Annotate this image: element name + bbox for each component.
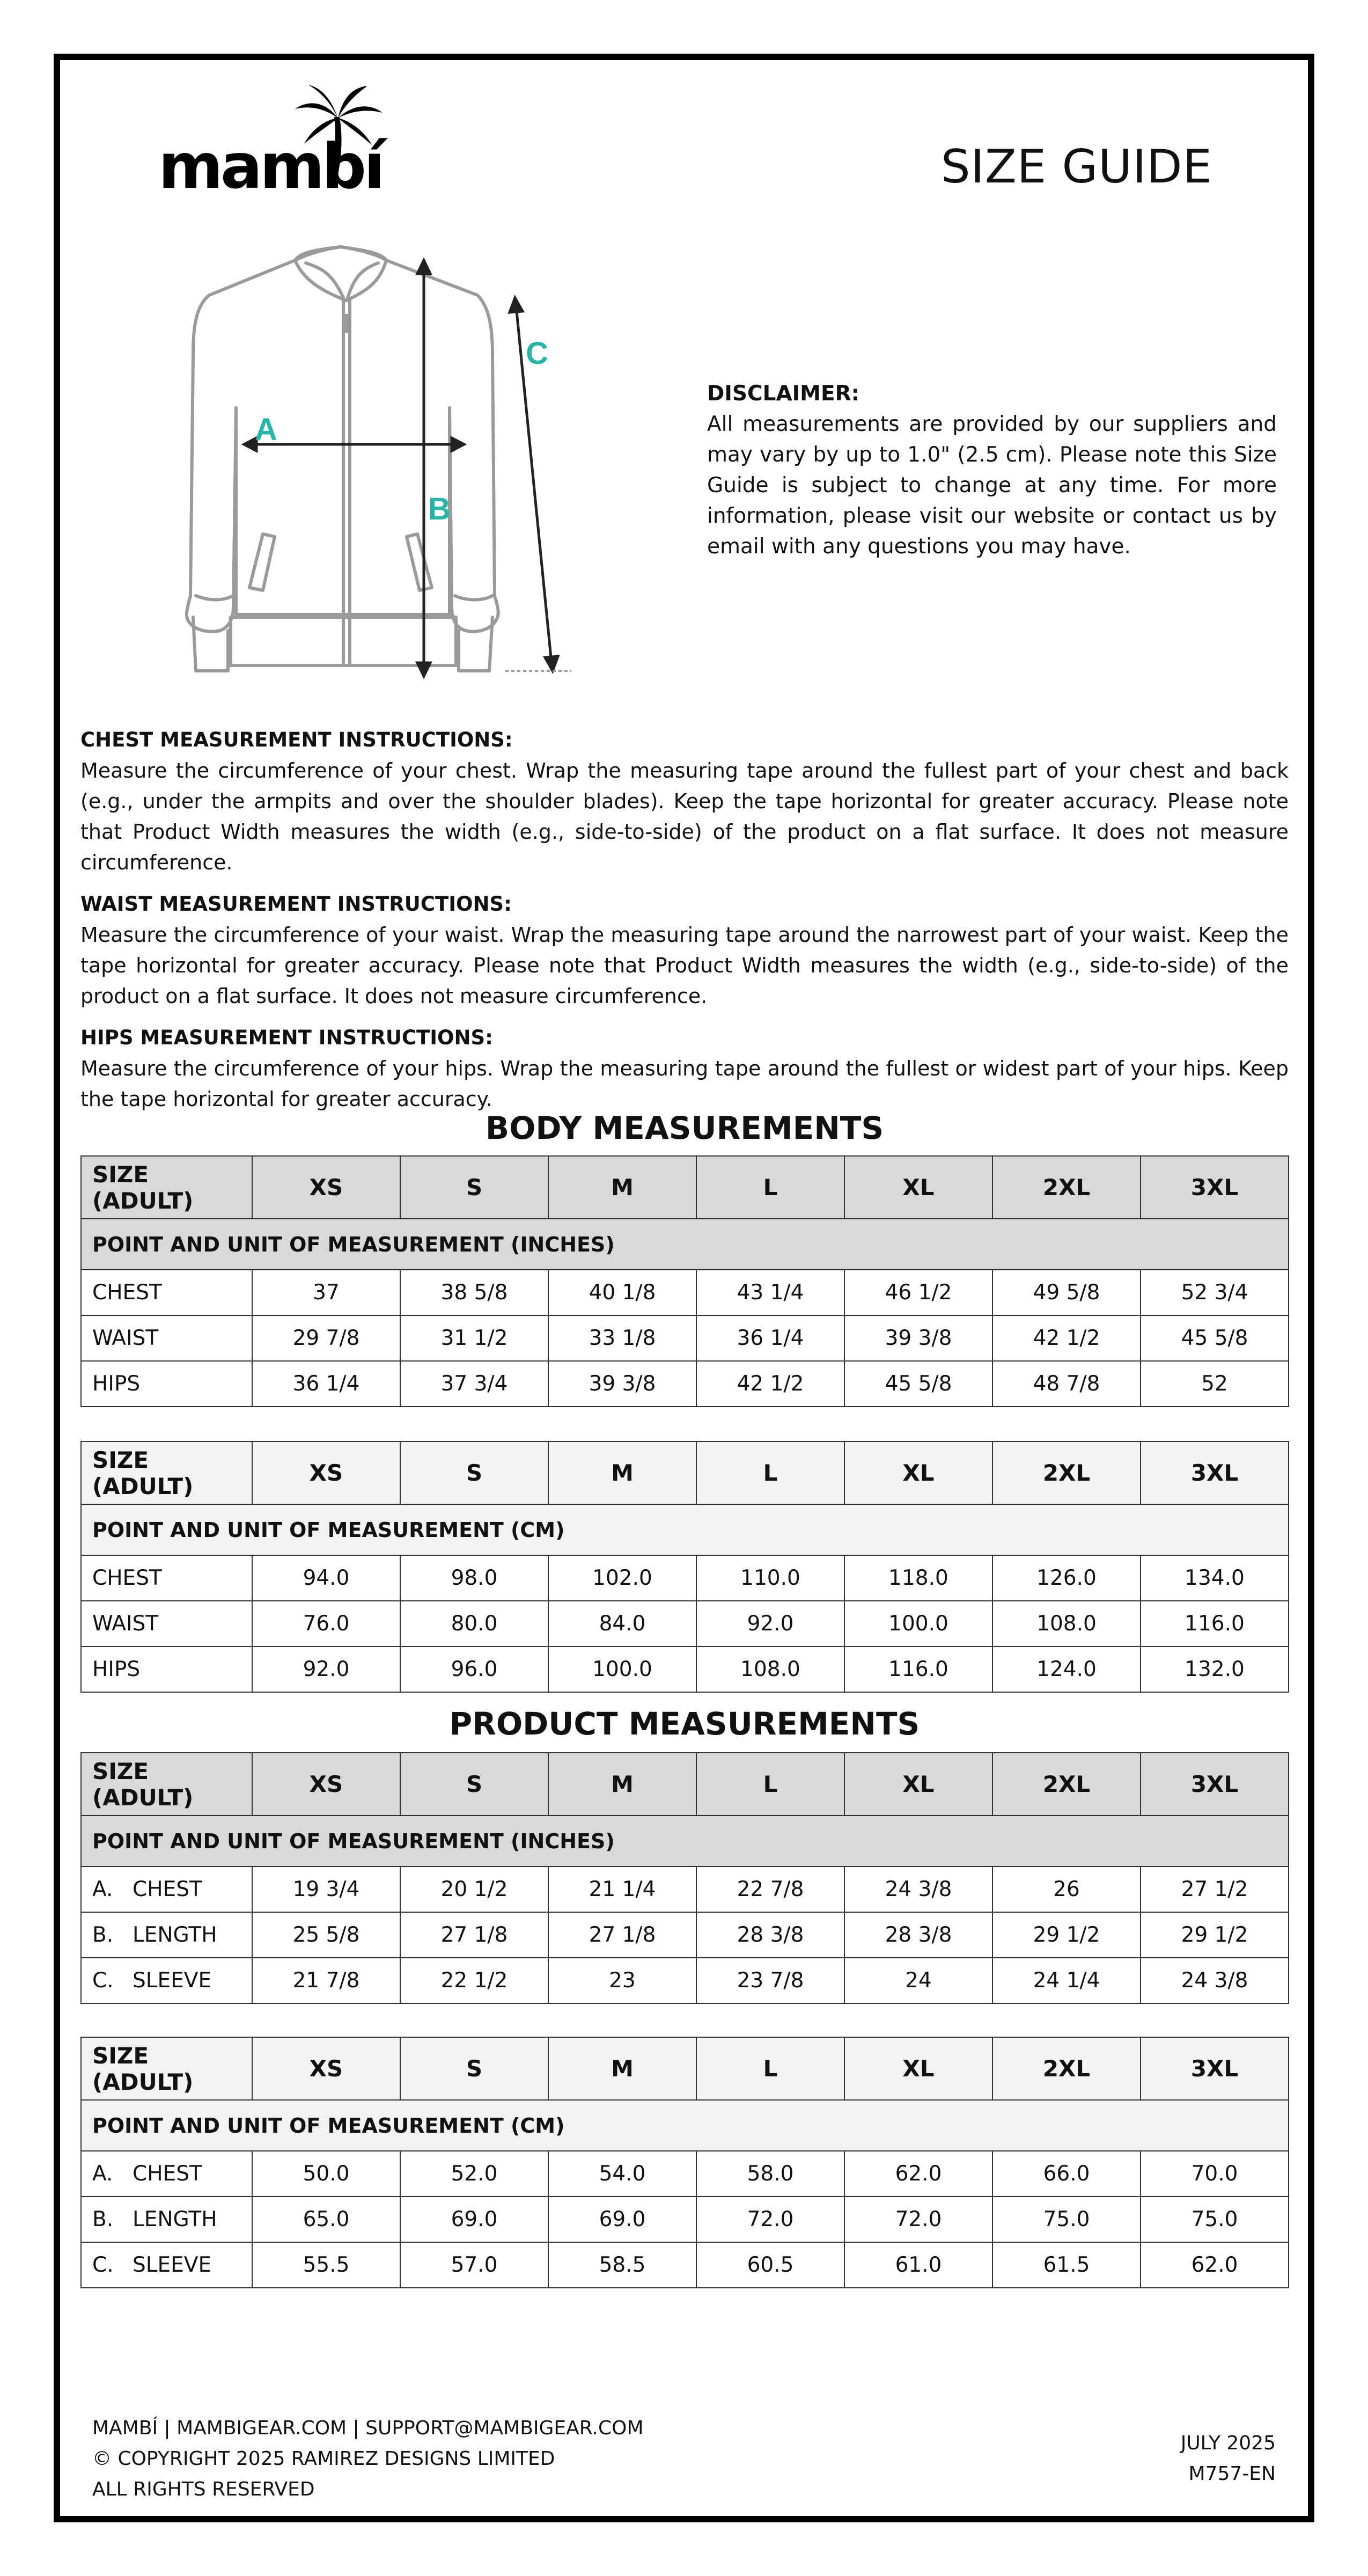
- footer-copyright: © COPYRIGHT 2025 RAMIREZ DESIGNS LIMITED: [92, 2448, 555, 2470]
- cell-hips-xs: 36 1/4: [252, 1361, 400, 1407]
- size-header-2xl: 2XL: [992, 1156, 1141, 1219]
- cell-chest-m: 40 1/8: [548, 1270, 696, 1315]
- chest-instructions-heading: CHEST MEASUREMENT INSTRUCTIONS:: [80, 728, 513, 751]
- cell-hips-3xl: 132.0: [1141, 1646, 1289, 1692]
- table-row: [81, 1361, 1289, 1407]
- size-header-3xl: 3XL: [1141, 1753, 1289, 1816]
- cell-length-l: 72.0: [696, 2197, 844, 2242]
- cell-waist-xl: 100.0: [844, 1601, 992, 1646]
- row-label-text: LENGTH: [133, 1923, 217, 1947]
- cell-length-xs: 65.0: [252, 2197, 400, 2242]
- cell-chest-l: 58.0: [696, 2151, 844, 2197]
- table-row: [81, 1270, 1289, 1315]
- cell-chest-3xl: 70.0: [1141, 2151, 1289, 2197]
- size-header-row: [81, 1753, 1289, 1816]
- cell-hips-xl: 45 5/8: [844, 1361, 992, 1407]
- row-label-chest: [81, 1555, 252, 1601]
- size-header-xl: XL: [844, 2037, 992, 2100]
- cell-length-3xl: 75.0: [1141, 2197, 1289, 2242]
- cell-waist-2xl: 42 1/2: [992, 1315, 1141, 1361]
- diagram-label-b: B: [428, 492, 451, 526]
- body-measurements-title: BODY MEASUREMENTS: [485, 1110, 884, 1146]
- product-measurements-inches-table: [80, 1752, 1289, 2004]
- diagram-label-a: A: [255, 412, 277, 447]
- size-header-xs: XS: [252, 1156, 400, 1219]
- cell-hips-xl: 116.0: [844, 1646, 992, 1692]
- disclaimer-heading: DISCLAIMER:: [707, 382, 860, 406]
- cell-chest-3xl: 52 3/4: [1141, 1270, 1289, 1315]
- row-label-text: SLEEVE: [133, 2253, 212, 2277]
- row-label-sleeve: [81, 1958, 252, 2003]
- cell-chest-2xl: 49 5/8: [992, 1270, 1141, 1315]
- cell-chest-s: 38 5/8: [400, 1270, 548, 1315]
- cell-chest-xl: 62.0: [844, 2151, 992, 2197]
- cell-waist-m: 84.0: [548, 1601, 696, 1646]
- cell-chest-2xl: 126.0: [992, 1555, 1141, 1601]
- hips-instructions-heading: HIPS MEASUREMENT INSTRUCTIONS:: [80, 1026, 493, 1049]
- row-label-chest: [81, 1867, 252, 1912]
- table-row: [81, 1601, 1289, 1646]
- table-row: [81, 1912, 1289, 1958]
- size-header-m: M: [548, 1156, 696, 1219]
- row-label-length: [81, 1912, 252, 1958]
- size-header-xs: XS: [252, 1441, 400, 1504]
- cell-sleeve-3xl: 24 3/8: [1141, 1958, 1289, 2003]
- size-header-2xl: 2XL: [992, 2037, 1141, 2100]
- cell-length-xl: 72.0: [844, 2197, 992, 2242]
- row-letter: B.: [92, 2207, 114, 2231]
- unit-row: [81, 1219, 1289, 1270]
- size-header-l: L: [696, 1441, 844, 1504]
- cell-length-xl: 28 3/8: [844, 1912, 992, 1958]
- cell-waist-m: 33 1/8: [548, 1315, 696, 1361]
- table-row: [81, 1555, 1289, 1601]
- cell-hips-s: 96.0: [400, 1646, 548, 1692]
- cell-chest-xs: 50.0: [252, 2151, 400, 2197]
- table-row: [81, 1646, 1289, 1692]
- row-label-text: WAIST: [92, 1326, 159, 1350]
- cell-length-s: 69.0: [400, 2197, 548, 2242]
- cell-chest-m: 21 1/4: [548, 1867, 696, 1912]
- cell-waist-s: 80.0: [400, 1601, 548, 1646]
- cell-hips-l: 108.0: [696, 1646, 844, 1692]
- cell-waist-l: 92.0: [696, 1601, 844, 1646]
- cell-sleeve-l: 60.5: [696, 2242, 844, 2288]
- row-letter: A.: [92, 1877, 113, 1901]
- row-label-length: [81, 2197, 252, 2242]
- cell-chest-xs: 37: [252, 1270, 400, 1315]
- row-label-text: CHEST: [92, 1280, 162, 1305]
- cell-sleeve-xl: 61.0: [844, 2242, 992, 2288]
- cell-sleeve-3xl: 62.0: [1141, 2242, 1289, 2288]
- row-label-sleeve: [81, 2242, 252, 2288]
- row-label-chest: [81, 2151, 252, 2197]
- footer-left: [92, 2413, 644, 2505]
- size-header-s: S: [400, 1441, 548, 1504]
- cell-chest-xs: 19 3/4: [252, 1867, 400, 1912]
- row-label-text: HIPS: [92, 1657, 141, 1681]
- unit-label: POINT AND UNIT OF MEASUREMENT (CM): [81, 1504, 1289, 1555]
- cell-hips-m: 100.0: [548, 1646, 696, 1692]
- row-label-text: CHEST: [133, 2162, 202, 2186]
- unit-row: [81, 1504, 1289, 1555]
- unit-label: POINT AND UNIT OF MEASUREMENT (INCHES): [81, 1816, 1289, 1867]
- size-header-xl: XL: [844, 1753, 992, 1816]
- cell-hips-3xl: 52: [1141, 1361, 1289, 1407]
- cell-sleeve-2xl: 24 1/4: [992, 1958, 1141, 2003]
- cell-waist-xs: 76.0: [252, 1601, 400, 1646]
- cell-waist-2xl: 108.0: [992, 1601, 1141, 1646]
- row-label-waist: [81, 1601, 252, 1646]
- size-header-label: SIZE (ADULT): [81, 1156, 252, 1219]
- size-header-label: SIZE (ADULT): [81, 2037, 252, 2100]
- cell-chest-l: 22 7/8: [696, 1867, 844, 1912]
- hips-instructions-text: Measure the circumference of your hips. Wrap the measuring tape around the fullest or widest part of your hips. Keep the tape horizontal for greater accuracy.: [80, 1057, 1289, 1111]
- disclaimer-text: All measurements are provided by our suppliers and may vary by up to 1.0" (2.5 cm). Please note this Size Guide is subject to change at any time. For more information, please visit our website or contact us by email with any questions you may have.: [707, 412, 1277, 559]
- size-header-xs: XS: [252, 2037, 400, 2100]
- cell-chest-m: 54.0: [548, 2151, 696, 2197]
- cell-chest-2xl: 66.0: [992, 2151, 1141, 2197]
- cell-chest-s: 20 1/2: [400, 1867, 548, 1912]
- cell-length-xs: 25 5/8: [252, 1912, 400, 1958]
- row-label-text: SLEEVE: [133, 1968, 212, 1993]
- cell-sleeve-m: 23: [548, 1958, 696, 2003]
- row-letter: A.: [92, 2162, 113, 2186]
- chest-instructions-text: Measure the circumference of your chest. Wrap the measuring tape around the fullest part of your chest and back (e.g., under the armpits and over the shoulder blades). Keep the tape horizontal for greater accuracy. Please note that Product Width measures the width (e.g., side-to-side) of the product on a flat surface. It does not measure circumference.: [80, 759, 1289, 874]
- cell-hips-m: 39 3/8: [548, 1361, 696, 1407]
- row-label-hips: [81, 1361, 252, 1407]
- size-header-s: S: [400, 1753, 548, 1816]
- cell-chest-3xl: 134.0: [1141, 1555, 1289, 1601]
- cell-waist-s: 31 1/2: [400, 1315, 548, 1361]
- cell-chest-2xl: 26: [992, 1867, 1141, 1912]
- size-header-3xl: 3XL: [1141, 1441, 1289, 1504]
- row-label-text: HIPS: [92, 1372, 141, 1396]
- cell-chest-3xl: 27 1/2: [1141, 1867, 1289, 1912]
- brand-name: mambí: [158, 130, 383, 203]
- row-letter: C.: [92, 1968, 114, 1993]
- cell-length-2xl: 75.0: [992, 2197, 1141, 2242]
- cell-chest-m: 102.0: [548, 1555, 696, 1601]
- size-header-l: L: [696, 1753, 844, 1816]
- cell-length-l: 28 3/8: [696, 1912, 844, 1958]
- table-row: [81, 1958, 1289, 2003]
- cell-length-s: 27 1/8: [400, 1912, 548, 1958]
- size-header-label: SIZE (ADULT): [81, 1441, 252, 1504]
- body-measurements-inches-table: [80, 1155, 1289, 1407]
- row-label-text: WAIST: [92, 1612, 159, 1636]
- size-header-row: [81, 1441, 1289, 1504]
- cell-chest-s: 98.0: [400, 1555, 548, 1601]
- cell-chest-s: 52.0: [400, 2151, 548, 2197]
- size-header-s: S: [400, 2037, 548, 2100]
- cell-sleeve-2xl: 61.5: [992, 2242, 1141, 2288]
- cell-chest-l: 110.0: [696, 1555, 844, 1601]
- size-header-xl: XL: [844, 1441, 992, 1504]
- cell-sleeve-l: 23 7/8: [696, 1958, 844, 2003]
- cell-hips-2xl: 48 7/8: [992, 1361, 1141, 1407]
- cell-waist-xs: 29 7/8: [252, 1315, 400, 1361]
- table-row: [81, 2242, 1289, 2288]
- brand-logo: [158, 85, 384, 203]
- cell-chest-xs: 94.0: [252, 1555, 400, 1601]
- row-label-hips: [81, 1646, 252, 1692]
- size-header-2xl: 2XL: [992, 1753, 1141, 1816]
- cell-waist-l: 36 1/4: [696, 1315, 844, 1361]
- row-label-chest: [81, 1270, 252, 1315]
- cell-waist-3xl: 116.0: [1141, 1601, 1289, 1646]
- cell-hips-s: 37 3/4: [400, 1361, 548, 1407]
- size-header-xl: XL: [844, 1156, 992, 1219]
- table-row: [81, 1315, 1289, 1361]
- cell-chest-xl: 118.0: [844, 1555, 992, 1601]
- footer-date: JULY 2025: [1180, 2432, 1276, 2454]
- size-header-s: S: [400, 1156, 548, 1219]
- row-label-text: LENGTH: [133, 2207, 217, 2231]
- unit-row: [81, 1816, 1289, 1867]
- cell-chest-xl: 46 1/2: [844, 1270, 992, 1315]
- waist-instructions-text: Measure the circumference of your waist. Wrap the measuring tape around the narrowest part of your waist. Keep the tape horizontal for greater accuracy. Please note that Product Width measures the width (e.g., side-to-side) of the product on a flat surface. It does not measure circumference.: [80, 923, 1289, 1008]
- size-header-xs: XS: [252, 1753, 400, 1816]
- size-header-m: M: [548, 2037, 696, 2100]
- cell-chest-xl: 24 3/8: [844, 1867, 992, 1912]
- footer-code: M757-EN: [1188, 2463, 1276, 2485]
- table-row: [81, 1867, 1289, 1912]
- size-header-m: M: [548, 1441, 696, 1504]
- size-header-l: L: [696, 2037, 844, 2100]
- cell-waist-xl: 39 3/8: [844, 1315, 992, 1361]
- cell-sleeve-xs: 21 7/8: [252, 1958, 400, 2003]
- cell-sleeve-s: 57.0: [400, 2242, 548, 2288]
- row-letter: B.: [92, 1923, 114, 1947]
- product-measurements-title: PRODUCT MEASUREMENTS: [449, 1706, 920, 1742]
- cell-hips-l: 42 1/2: [696, 1361, 844, 1407]
- size-header-3xl: 3XL: [1141, 2037, 1289, 2100]
- footer-contact: MAMBÍ | MAMBIGEAR.COM | SUPPORT@MAMBIGEAR.COM: [92, 2417, 644, 2439]
- unit-label: POINT AND UNIT OF MEASUREMENT (INCHES): [81, 1219, 1289, 1270]
- row-letter: C.: [92, 2253, 114, 2277]
- product-measurements-cm-table: [80, 2037, 1289, 2288]
- page-title: SIZE GUIDE: [940, 140, 1212, 194]
- cell-hips-xs: 92.0: [252, 1646, 400, 1692]
- row-label-waist: [81, 1315, 252, 1361]
- cell-length-m: 27 1/8: [548, 1912, 696, 1958]
- cell-length-m: 69.0: [548, 2197, 696, 2242]
- footer-right: [1127, 2428, 1276, 2489]
- footer-rights: ALL RIGHTS RESERVED: [92, 2478, 315, 2500]
- cell-length-3xl: 29 1/2: [1141, 1912, 1289, 1958]
- cell-hips-2xl: 124.0: [992, 1646, 1141, 1692]
- body-measurements-cm-table: [80, 1441, 1289, 1693]
- unit-row: [81, 2100, 1289, 2151]
- row-label-text: CHEST: [92, 1566, 162, 1590]
- size-header-row: [81, 2037, 1289, 2100]
- size-header-3xl: 3XL: [1141, 1156, 1289, 1219]
- cell-sleeve-xs: 55.5: [252, 2242, 400, 2288]
- size-header-row: [81, 1156, 1289, 1219]
- measurement-instructions: [80, 724, 1289, 1125]
- cell-length-2xl: 29 1/2: [992, 1912, 1141, 1958]
- cell-sleeve-xl: 24: [844, 1958, 992, 2003]
- diagram-label-c: C: [526, 336, 548, 371]
- unit-label: POINT AND UNIT OF MEASUREMENT (CM): [81, 2100, 1289, 2151]
- table-row: [81, 2197, 1289, 2242]
- cell-sleeve-m: 58.5: [548, 2242, 696, 2288]
- size-header-l: L: [696, 1156, 844, 1219]
- cell-sleeve-s: 22 1/2: [400, 1958, 548, 2003]
- table-row: [81, 2151, 1289, 2197]
- disclaimer: [707, 378, 1277, 562]
- waist-instructions-heading: WAIST MEASUREMENT INSTRUCTIONS:: [80, 892, 512, 916]
- jacket-diagram: [134, 231, 617, 692]
- cell-waist-3xl: 45 5/8: [1141, 1315, 1289, 1361]
- size-header-2xl: 2XL: [992, 1441, 1141, 1504]
- size-header-m: M: [548, 1753, 696, 1816]
- size-header-label: SIZE (ADULT): [81, 1753, 252, 1816]
- row-label-text: CHEST: [133, 1877, 202, 1901]
- cell-chest-l: 43 1/4: [696, 1270, 844, 1315]
